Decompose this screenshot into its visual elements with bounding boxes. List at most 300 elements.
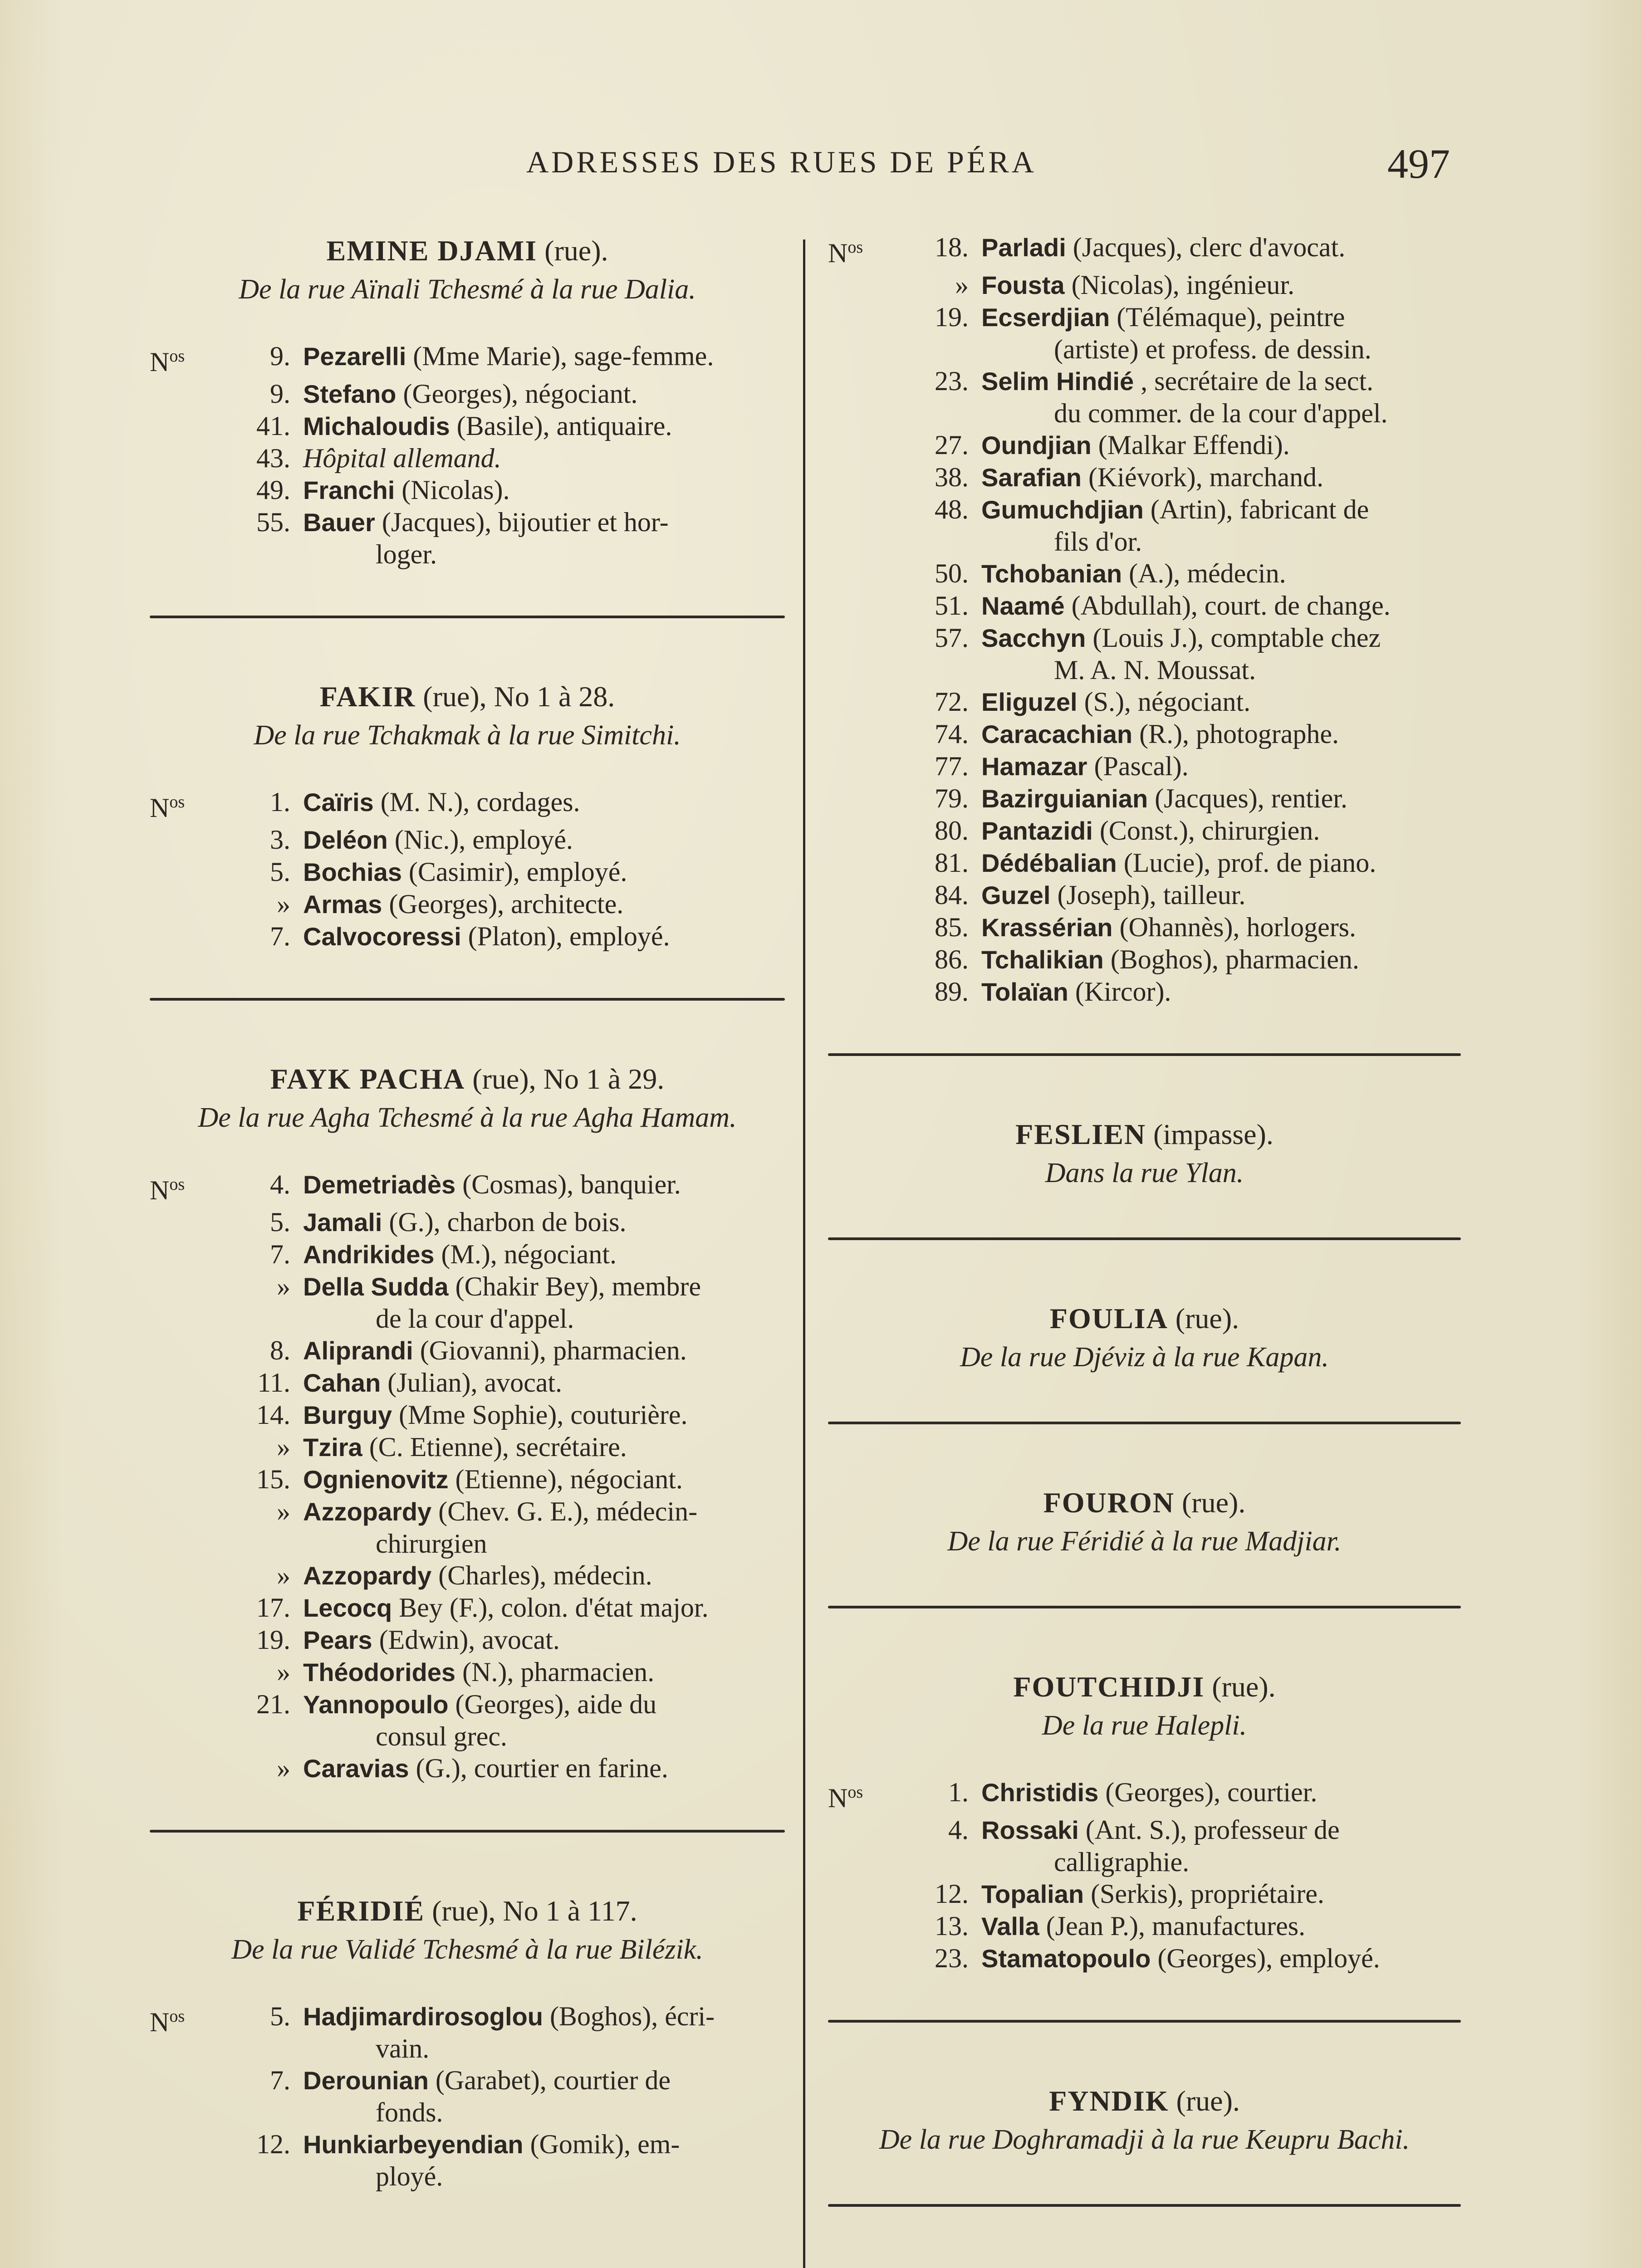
nos-label — [828, 815, 896, 847]
nos-superscript: os — [169, 1175, 185, 1194]
resident-name: Caracachian — [981, 720, 1133, 748]
house-number: » — [277, 1753, 290, 1783]
nos-label — [828, 943, 896, 976]
house-number: » — [277, 1432, 290, 1462]
nos-label — [150, 442, 218, 474]
entry-text — [981, 847, 1461, 879]
resident-name: Stamatopoulo — [981, 1944, 1151, 1973]
resident-name: Christidis — [981, 1778, 1099, 1807]
entry-text — [981, 943, 1461, 976]
nos-label — [828, 750, 896, 782]
street-heading — [150, 677, 785, 716]
resident-name: Stefano — [303, 380, 397, 408]
house-number: 7. — [270, 2065, 290, 2095]
entry-text — [303, 786, 785, 824]
street-section — [150, 231, 785, 570]
list-item — [828, 1776, 1461, 1814]
nos-label — [828, 269, 896, 301]
house-number: 43. — [256, 443, 290, 473]
resident-name: Jamali — [303, 1208, 382, 1237]
resident-name: Yannopoulo — [303, 1690, 449, 1719]
street-heading — [150, 231, 785, 270]
nos-superscript: os — [169, 2007, 185, 2026]
resident-details: (Jacques), rentier. — [1155, 783, 1347, 813]
resident-details: (Jacques), bijoutier et hor- — [382, 507, 669, 537]
entry-text — [981, 718, 1461, 750]
resident-name: Caïris — [303, 788, 374, 816]
section-divider — [150, 998, 785, 1001]
resident-name: Ecserdjian — [981, 303, 1110, 332]
entry-text — [981, 269, 1461, 301]
resident-name: Demetriadès — [303, 1170, 456, 1199]
nos-label — [150, 378, 218, 410]
resident-details: (Abdullah), court. de change. — [1071, 591, 1391, 621]
street-heading — [828, 1667, 1461, 1706]
street-heading — [828, 1299, 1461, 1338]
number-range: No 1 à 117. — [503, 1895, 637, 1927]
house-number: » — [277, 1496, 290, 1526]
page-number: 497 — [1387, 141, 1450, 187]
nos-label — [828, 622, 896, 686]
resident-details: (Georges), employé. — [1157, 1943, 1380, 1973]
nos-label — [828, 365, 896, 429]
entry-text — [303, 1496, 785, 1559]
entry-text — [981, 622, 1461, 686]
street-kind: (rue). — [1176, 2085, 1240, 2117]
entry-text — [303, 2064, 785, 2128]
entry-text — [303, 378, 785, 410]
house-number: 14. — [256, 1400, 290, 1430]
street-location: De la rue Halepli. — [1042, 1710, 1247, 1741]
entry-text — [981, 815, 1461, 847]
list-item — [828, 815, 1461, 847]
nos-label — [150, 888, 218, 920]
list-item — [150, 1752, 785, 1784]
resident-name: Pears — [303, 1626, 372, 1654]
entry-text — [303, 1367, 785, 1399]
resident-details: (Joseph), tailleur. — [1057, 880, 1246, 910]
nos-label — [150, 1592, 218, 1624]
resident-name: Théodorides — [303, 1658, 456, 1686]
entry-text — [303, 1656, 785, 1688]
entry-text — [303, 1688, 785, 1752]
resident-details: (Chakir Bey), membre — [455, 1271, 701, 1301]
entry-text — [303, 920, 785, 953]
resident-details: (M. N.), cordages. — [380, 787, 580, 817]
resident-details: (Boghos), écri- — [549, 2001, 715, 2031]
left-column — [150, 231, 785, 2192]
house-number: 77. — [935, 751, 969, 781]
nos-superscript: os — [169, 347, 185, 366]
street-name: FÉRIDIÉ — [297, 1895, 425, 1927]
entry-text — [303, 2128, 785, 2192]
house-number: 11. — [257, 1368, 290, 1398]
number-range: No 1 à 29. — [543, 1063, 665, 1095]
resident-name: Rossaki — [981, 1816, 1079, 1844]
section-divider — [150, 1830, 785, 1833]
resident-details: (Ohannès), horlogers. — [1119, 912, 1357, 942]
nos-text: N — [150, 347, 170, 377]
resident-name: Selim Hindié — [981, 367, 1134, 396]
resident-details: (G.), courtier en farine. — [416, 1753, 668, 1783]
street-name: FAKIR — [319, 680, 416, 713]
nos-label — [828, 429, 896, 461]
entry-text — [303, 1399, 785, 1431]
nos-label — [150, 1334, 218, 1367]
entry-text — [303, 442, 785, 474]
nos-label — [150, 1656, 218, 1688]
entry-text — [303, 1624, 785, 1656]
resident-name: Naamé — [981, 591, 1065, 620]
entry-text — [303, 888, 785, 920]
nos-label — [150, 1752, 218, 1784]
house-number: 49. — [256, 475, 290, 505]
entry-text — [303, 506, 785, 570]
resident-name: Dédébalian — [981, 849, 1117, 877]
resident-details: (Casimir), employé. — [408, 857, 627, 887]
entry-text — [981, 1814, 1461, 1878]
entry-list — [828, 1776, 1461, 1975]
list-item — [150, 824, 785, 856]
list-item — [828, 976, 1461, 1008]
house-number: 5. — [270, 1207, 290, 1237]
resident-details: (Georges), négociant. — [403, 379, 638, 409]
right-column — [828, 231, 1461, 2268]
nos-label — [150, 1367, 218, 1399]
resident-details: (Nic.), employé. — [394, 825, 573, 855]
resident-name: Aliprandi — [303, 1336, 413, 1365]
street-heading — [828, 2266, 1461, 2268]
resident-name: Sarafian — [981, 463, 1082, 492]
house-number: 18. — [935, 232, 969, 262]
entry-text — [981, 231, 1461, 269]
list-item — [828, 911, 1461, 943]
house-number: 1. — [948, 1777, 969, 1807]
resident-name: Della Sudda — [303, 1272, 449, 1301]
nos-label — [828, 1910, 896, 1942]
resident-name: Guzel — [981, 881, 1051, 909]
nos-superscript: os — [169, 792, 185, 811]
resident-name: Hôpital allemand. — [303, 443, 501, 473]
street-location: Dans la rue Ylan. — [1045, 1158, 1244, 1188]
entry-text — [981, 429, 1461, 461]
list-item — [150, 1463, 785, 1496]
street-name: FESLIEN — [1015, 1118, 1146, 1150]
resident-name: Armas — [303, 890, 382, 919]
entry-list — [150, 1168, 785, 1784]
resident-name: Hadjimardirosoglou — [303, 2002, 543, 2031]
entry-text — [981, 557, 1461, 590]
resident-details: (Nicolas). — [402, 475, 510, 505]
entry-list — [150, 2000, 785, 2192]
entry-text — [303, 1271, 785, 1334]
house-number: 89. — [935, 977, 969, 1007]
house-number: 72. — [935, 687, 969, 717]
street-section — [150, 1060, 785, 1784]
entry-text — [303, 1463, 785, 1496]
nos-label — [828, 1942, 896, 1975]
nos-label — [150, 1431, 218, 1463]
resident-name: Tzira — [303, 1433, 362, 1461]
entry-text — [981, 590, 1461, 622]
house-number: » — [955, 270, 969, 300]
continuation-line: ployé. — [376, 2161, 443, 2191]
resident-name: Tchobanian — [981, 559, 1122, 588]
entry-text — [303, 410, 785, 442]
nos-label — [150, 1206, 218, 1238]
continuation-line: du commer. de la cour d'appel. — [1054, 398, 1388, 428]
list-item — [150, 378, 785, 410]
nos-text: N — [828, 238, 848, 268]
street-kind: (rue). — [544, 235, 608, 267]
list-item — [828, 365, 1461, 429]
list-item — [150, 1496, 785, 1559]
resident-name: Caravias — [303, 1754, 409, 1783]
continuation-line: fonds. — [376, 2097, 443, 2127]
resident-details: (Jacques), clerc d'avocat. — [1073, 232, 1346, 262]
entry-text — [981, 750, 1461, 782]
house-number: 79. — [935, 783, 969, 813]
resident-name: Michaloudis — [303, 412, 450, 440]
resident-details: (Const.), chirurgien. — [1099, 816, 1320, 846]
list-item — [150, 1559, 785, 1592]
resident-name: Derounian — [303, 2066, 429, 2095]
nos-label — [828, 494, 896, 557]
resident-name: Valla — [981, 1912, 1039, 1941]
list-item — [150, 2064, 785, 2128]
resident-details: (Julian), avocat. — [387, 1368, 562, 1398]
resident-details: (Cosmas), banquier. — [462, 1169, 681, 1199]
resident-name: Pantazidi — [981, 816, 1093, 845]
resident-name: Hamazar — [981, 752, 1087, 781]
house-number: 85. — [935, 912, 969, 942]
continuation-line: (artiste) et profess. de dessin. — [1054, 334, 1372, 364]
resident-name: Topalian — [981, 1880, 1084, 1908]
street-kind: (rue), — [472, 1063, 536, 1095]
list-item — [150, 340, 785, 378]
list-item — [150, 1367, 785, 1399]
house-number: 23. — [935, 366, 969, 396]
house-number: 4. — [270, 1169, 290, 1199]
house-number: 27. — [935, 430, 969, 460]
street-location: De la rue Tchakmak à la rue Simitchi. — [254, 720, 681, 751]
resident-details: (Etienne), négociant. — [455, 1464, 683, 1494]
resident-name: Hunkiarbeyendian — [303, 2130, 524, 2159]
resident-details: (Gomik), em- — [530, 2129, 680, 2159]
entry-text — [303, 1559, 785, 1592]
resident-name: Franchi — [303, 476, 395, 504]
resident-name: Tolaïan — [981, 978, 1068, 1006]
list-item — [828, 590, 1461, 622]
list-item — [150, 1206, 785, 1238]
resident-details: (Nicolas), ingénieur. — [1071, 270, 1295, 300]
house-number: 3. — [270, 825, 290, 855]
list-item — [150, 1656, 785, 1688]
resident-name: Tchalikian — [981, 945, 1104, 974]
entry-text — [303, 1592, 785, 1624]
resident-details: , secrétaire de la sect. — [1141, 366, 1374, 396]
entry-text — [981, 911, 1461, 943]
street-section — [150, 1892, 785, 2192]
resident-name: Pezarelli — [303, 342, 407, 371]
list-item — [828, 461, 1461, 494]
list-item — [828, 943, 1461, 976]
section-divider — [828, 2204, 1461, 2207]
nos-label — [828, 718, 896, 750]
resident-details: (Platon), employé. — [468, 921, 670, 951]
entry-list — [828, 231, 1461, 1008]
house-number: 84. — [935, 880, 969, 910]
street-heading — [150, 1892, 785, 1931]
resident-name: Bazirguianian — [981, 784, 1148, 813]
entry-list — [150, 340, 785, 570]
resident-name: Bauer — [303, 508, 375, 537]
house-number: 81. — [935, 848, 969, 878]
house-number: » — [277, 1657, 290, 1687]
street-name: FOULIA — [1049, 1302, 1168, 1334]
resident-details: (Lucie), prof. de piano. — [1123, 848, 1376, 878]
house-number: 1. — [270, 787, 290, 817]
entry-text — [303, 1168, 785, 1206]
entry-list — [150, 786, 785, 953]
nos-label — [150, 2000, 218, 2064]
nos-label — [828, 1878, 896, 1910]
resident-details: (Ant. S.), professeur de — [1085, 1815, 1340, 1845]
nos-label — [828, 557, 896, 590]
nos-label — [828, 231, 896, 269]
resident-name: Deléon — [303, 826, 388, 854]
resident-details: (Garabet), courtier de — [435, 2065, 671, 2095]
list-item — [828, 301, 1461, 365]
list-item — [150, 2000, 785, 2064]
resident-name: Krassérian — [981, 913, 1113, 942]
house-number: 48. — [935, 494, 969, 524]
continuation-line: vain. — [376, 2033, 430, 2063]
entry-text — [981, 686, 1461, 718]
street-section — [828, 2082, 1461, 2159]
continuation-line: de la cour d'appel. — [376, 1304, 574, 1334]
street-location: De la rue Doghramadji à la rue Keupru Bachi. — [879, 2124, 1410, 2155]
nos-label — [150, 1559, 218, 1592]
resident-details: (Mme Sophie), couturière. — [399, 1400, 688, 1430]
list-item — [828, 622, 1461, 686]
entry-text — [303, 1206, 785, 1238]
street-name: FOUTCHIDJI — [1013, 1671, 1205, 1703]
house-number: 80. — [935, 816, 969, 846]
entry-text — [981, 1776, 1461, 1814]
nos-label — [828, 782, 896, 815]
resident-details: (Georges), architecte. — [389, 889, 624, 919]
house-number: 9. — [270, 379, 290, 409]
house-number: 13. — [935, 1911, 969, 1941]
resident-details: Bey (F.), colon. d'état major. — [399, 1593, 709, 1623]
list-item — [150, 786, 785, 824]
list-item — [150, 920, 785, 953]
running-title: ADRESSES DES RUES DE PÉRA — [526, 145, 1037, 179]
nos-label — [828, 847, 896, 879]
list-item — [150, 1592, 785, 1624]
house-number: 5. — [270, 857, 290, 887]
list-item — [828, 879, 1461, 911]
house-number: » — [277, 1560, 290, 1590]
list-item — [150, 442, 785, 474]
nos-label — [150, 2128, 218, 2192]
list-item — [150, 1238, 785, 1271]
list-item — [150, 1688, 785, 1752]
resident-details: (N.), pharmacien. — [462, 1657, 655, 1687]
continuation-line: calligraphie. — [1054, 1847, 1190, 1877]
house-number: 50. — [935, 558, 969, 588]
resident-name: Gumuchdjian — [981, 495, 1144, 524]
street-heading — [828, 1483, 1461, 1522]
street-kind: (rue). — [1212, 1671, 1276, 1703]
nos-label — [828, 911, 896, 943]
nos-label — [828, 976, 896, 1008]
column-divider — [803, 240, 805, 2268]
section-divider — [828, 1606, 1461, 1608]
resident-details: (Artin), fabricant de — [1150, 494, 1369, 524]
street-name: FYNDIK — [1049, 2085, 1169, 2117]
entry-text — [303, 1752, 785, 1784]
nos-label — [150, 506, 218, 570]
nos-label — [150, 1463, 218, 1496]
nos-label — [150, 786, 218, 824]
nos-superscript: os — [847, 1783, 863, 1802]
nos-text: N — [150, 1175, 170, 1205]
section-divider — [828, 2020, 1461, 2023]
house-number: 51. — [935, 591, 969, 621]
list-item — [828, 1910, 1461, 1942]
nos-label — [150, 1238, 218, 1271]
list-item — [828, 231, 1461, 269]
resident-details: (Giovanni), pharmacien. — [420, 1335, 687, 1365]
resident-details: (R.), photographe. — [1139, 719, 1339, 749]
nos-text: N — [828, 1783, 848, 1813]
list-item — [150, 506, 785, 570]
house-number: 4. — [948, 1815, 969, 1845]
house-number: 19. — [935, 302, 969, 332]
nos-superscript: os — [847, 238, 863, 257]
entry-text — [981, 879, 1461, 911]
house-number: 55. — [256, 507, 290, 537]
resident-name: Burguy — [303, 1401, 392, 1429]
house-number: 7. — [270, 921, 290, 951]
list-item — [828, 1942, 1461, 1975]
nos-label — [828, 1776, 896, 1814]
resident-details: (Jean P.), manufactures. — [1046, 1911, 1306, 1941]
resident-name: Oundjian — [981, 431, 1092, 459]
list-item — [150, 888, 785, 920]
continuation-line: loger. — [376, 539, 437, 569]
entry-text — [981, 976, 1461, 1008]
nos-text: N — [150, 793, 170, 823]
entry-text — [303, 340, 785, 378]
resident-details: (A.), médecin. — [1129, 558, 1286, 588]
resident-details: (Georges), aide du — [455, 1689, 657, 1719]
list-item — [828, 1878, 1461, 1910]
entry-text — [981, 494, 1461, 557]
resident-name: Andrikides — [303, 1240, 435, 1269]
house-number: 7. — [270, 1239, 290, 1269]
resident-name: Ognienovitz — [303, 1465, 449, 1494]
continuation-line: fils d'or. — [1054, 527, 1142, 557]
entry-text — [981, 461, 1461, 494]
house-number: 19. — [256, 1625, 290, 1655]
list-item — [828, 750, 1461, 782]
section-divider — [828, 1237, 1461, 1240]
house-number: 86. — [935, 944, 969, 974]
resident-details: (Boghos), pharmacien. — [1110, 944, 1359, 974]
